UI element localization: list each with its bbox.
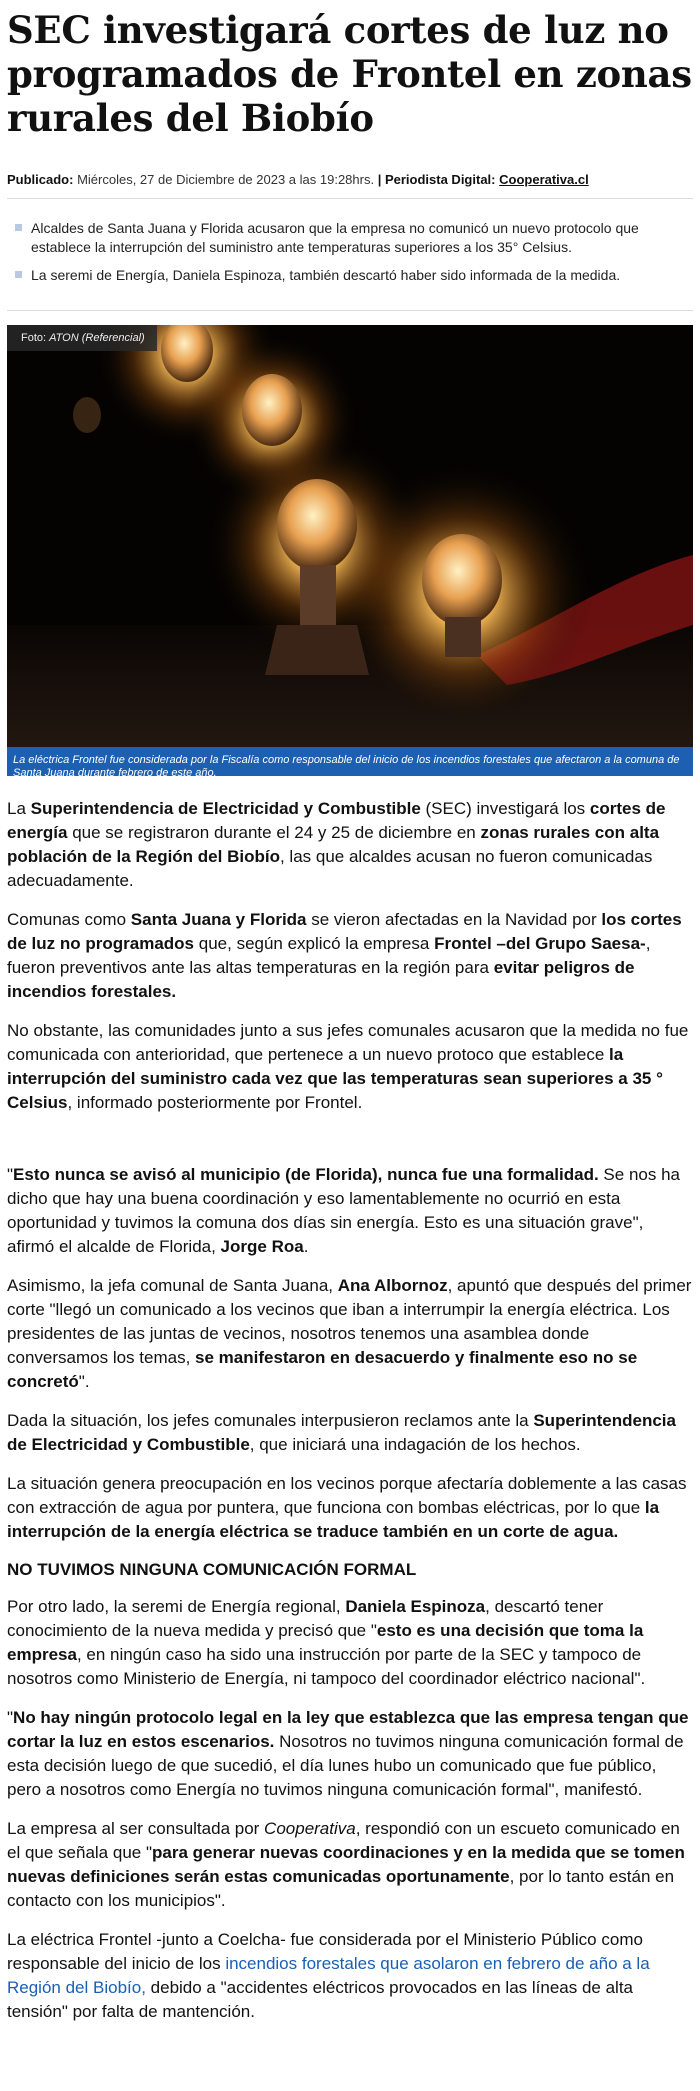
article-paragraph xyxy=(7,1817,693,1913)
text-run: , las que alcaldes acusan no fueron comunicadas adecuadamente. xyxy=(7,847,653,890)
bold-text: para generar nuevas coordinaciones y en la medida que se tomen nuevas definiciones serán estas comunicadas oportunamente xyxy=(7,1843,685,1886)
article-paragraph xyxy=(7,1472,693,1544)
published-label: Publicado: xyxy=(7,172,74,187)
text-run: , informado posteriormente por Frontel. xyxy=(67,1093,363,1112)
bullet-icon xyxy=(15,271,22,278)
bold-text: evitar peligros de incendios forestales. xyxy=(7,958,635,1001)
summary-text: Alcaldes de Santa Juana y Florida acusaron que la empresa no comunicó un nuevo protocolo que establece la interrupción del suministro ante temperaturas superiores a los 35° Celsius. xyxy=(31,220,639,255)
text-run: Por otro lado, la seremi de Energía regional, xyxy=(7,1597,346,1616)
article-container xyxy=(0,4,700,2024)
text-run: (SEC) investigará los xyxy=(420,799,590,818)
bold-text: Jorge Roa xyxy=(220,1237,304,1256)
bold-text: Santa Juana y Florida xyxy=(130,910,307,929)
text-run: , fueron preventivos ante las altas temperaturas en la región para xyxy=(7,934,651,977)
text-run: ". xyxy=(78,1372,90,1391)
bold-text: No hay ningún protocolo legal en la ley que establezca que las empresa tengan que cortar la luz en estos escenarios. xyxy=(7,1708,689,1751)
bold-text: Ana Albornoz xyxy=(337,1276,448,1295)
bold-text: la interrupción de la energía eléctrica se traduce también en un corte de agua. xyxy=(7,1498,660,1541)
article-body xyxy=(7,797,693,2024)
bold-text: los cortes de luz no programados xyxy=(7,910,682,953)
text-run: , por lo tanto están en contacto con los municipios". xyxy=(7,1867,675,1910)
summary-item xyxy=(7,219,693,257)
article-paragraph xyxy=(7,1019,693,1115)
article-paragraph xyxy=(7,1595,693,1691)
article-paragraph xyxy=(7,1706,693,1802)
article-paragraph xyxy=(7,908,693,1004)
journalist-link[interactable]: Cooperativa.cl xyxy=(499,172,589,187)
bold-text: cortes de energía xyxy=(7,799,666,842)
text-run: que, según explicó la empresa xyxy=(194,934,435,953)
article-paragraph xyxy=(7,797,693,893)
text-run: La eléctrica Frontel -junto a Coelcha- fue considerada por el Ministerio Público como responsable del inicio de los xyxy=(7,1930,643,1973)
bold-text: Esto nunca se avisó al municipio (de Florida), nunca fue una formalidad. xyxy=(13,1165,599,1184)
credit-label: Foto: xyxy=(21,332,47,344)
text-run: , descartó tener conocimiento de la nueva medida y precisó que " xyxy=(7,1597,604,1640)
text-run: Nosotros no tuvimos ninguna comunicación formal de esta decisión luego de que sucedió, el día lunes hubo un comunicado que fue público, pero a nosotros como Energía no tuvimos ninguna comunicación formal", manifestó. xyxy=(7,1732,684,1799)
bullet-icon xyxy=(15,224,22,231)
bold-text: Frontel –del Grupo Saesa- xyxy=(434,934,646,953)
text-run: Comunas como xyxy=(7,910,131,929)
text-run: La empresa al ser consultada por xyxy=(7,1819,265,1838)
text-run: Asimismo, la jefa comunal de Santa Juana, xyxy=(7,1276,338,1295)
summary-list xyxy=(7,219,693,311)
credit-source: ATON (Referencial) xyxy=(49,332,145,344)
bold-text: la interrupción del suministro cada vez que las temperaturas sean superiores a 35 ° Celsius xyxy=(7,1045,663,1112)
photo-caption: La eléctrica Frontel fue considerada por la Fiscalía como responsable del inicio de los incendios forestales que afectaron a la comuna de Santa Juana durante febrero de este año. xyxy=(7,747,693,776)
summary-text: La seremi de Energía, Daniela Espinoza, también descartó haber sido informada de la medida. xyxy=(31,267,621,283)
text-run: " xyxy=(7,1708,14,1727)
light-bulbs-image xyxy=(7,325,693,747)
article-paragraph xyxy=(7,1409,693,1457)
text-run: , en ningún caso ha sido una instrucción por parte de la SEC y tampoco de nosotros como Ministerio de Energía, ni tampoco del coordinador eléctrico nacional". xyxy=(7,1645,646,1688)
text-run: debido a "accidentes eléctricos provocados en las líneas de alta tensión" por falta de mantención. xyxy=(7,1978,633,2021)
article-link[interactable]: incendios forestales que asolaron en febrero de año a la Región del Biobío, xyxy=(7,1954,650,1997)
text-run: . xyxy=(303,1237,309,1256)
bold-text: zonas rurales con alta población de la Región del Biobío xyxy=(7,823,660,866)
journalist-label: Periodista Digital: xyxy=(384,172,496,187)
italic-text: Cooperativa xyxy=(264,1819,356,1838)
bold-text: Superintendencia de Electricidad y Combustible xyxy=(30,799,421,818)
text-run: No obstante, las comunidades junto a sus jefes comunales acusaron que la medida no fue comunicada con anterioridad, que pertenece a un nuevo protoco que establece xyxy=(7,1021,689,1064)
photo-credit xyxy=(7,325,157,351)
text-run: , apuntó que después del primer corte "llegó un comunicado a los vecinos que iban a interrumpir la energía eléctrica. Los presidentes de las juntas de vecinos, nosotros tenemos una asamblea donde conversamos los temas, xyxy=(7,1276,692,1367)
headline: SEC investigará cortes de luz no programados de Frontel en zonas rurales del Biobío xyxy=(7,8,692,140)
bold-text: esto es una decisión que toma la empresa xyxy=(7,1621,644,1664)
summary-item xyxy=(7,266,693,285)
text-run: se vieron afectadas en la Navidad por xyxy=(306,910,602,929)
text-run: La xyxy=(7,799,31,818)
section-heading: NO TUVIMOS NINGUNA COMUNICACIÓN FORMAL xyxy=(7,1560,417,1579)
bold-text: se manifestaron en desacuerdo y finalmente eso no se concretó xyxy=(7,1348,638,1391)
text-run: Dada la situación, los jefes comunales interpusieron reclamos ante la xyxy=(7,1411,534,1430)
article-paragraph xyxy=(7,1928,693,2024)
text-run: , respondió con un escueto comunicado en el que señala que " xyxy=(7,1819,680,1862)
text-run: que se registraron durante el 24 y 25 de diciembre en xyxy=(67,823,481,842)
published-date: Miércoles, 27 de Diciembre de 2023 a las 19:28hrs. xyxy=(77,172,375,187)
text-run: La situación genera preocupación en los vecinos porque afectaría doblemente a las casas con extracción de agua por puntera, que funciona con bombas eléctricas, por lo que xyxy=(7,1474,687,1517)
byline-separator: | xyxy=(377,172,382,187)
article-paragraph xyxy=(7,1274,693,1394)
article-paragraph xyxy=(7,1163,693,1259)
bold-text: Superintendencia de Electricidad y Combustible xyxy=(7,1411,676,1454)
text-run: " xyxy=(7,1165,14,1184)
article-photo[interactable] xyxy=(7,325,693,747)
text-run: Se nos ha dicho que hay una buena coordinación y eso lamentablemente no ocurrió en esta oportunidad y tuvimos la comuna dos días sin energía. Esto es una situación grave", afirmó el alcalde de Florida, xyxy=(7,1165,680,1256)
byline xyxy=(7,172,693,199)
text-run: , que iniciará una indagación de los hechos. xyxy=(249,1435,581,1454)
bold-text: Daniela Espinoza xyxy=(345,1597,486,1616)
